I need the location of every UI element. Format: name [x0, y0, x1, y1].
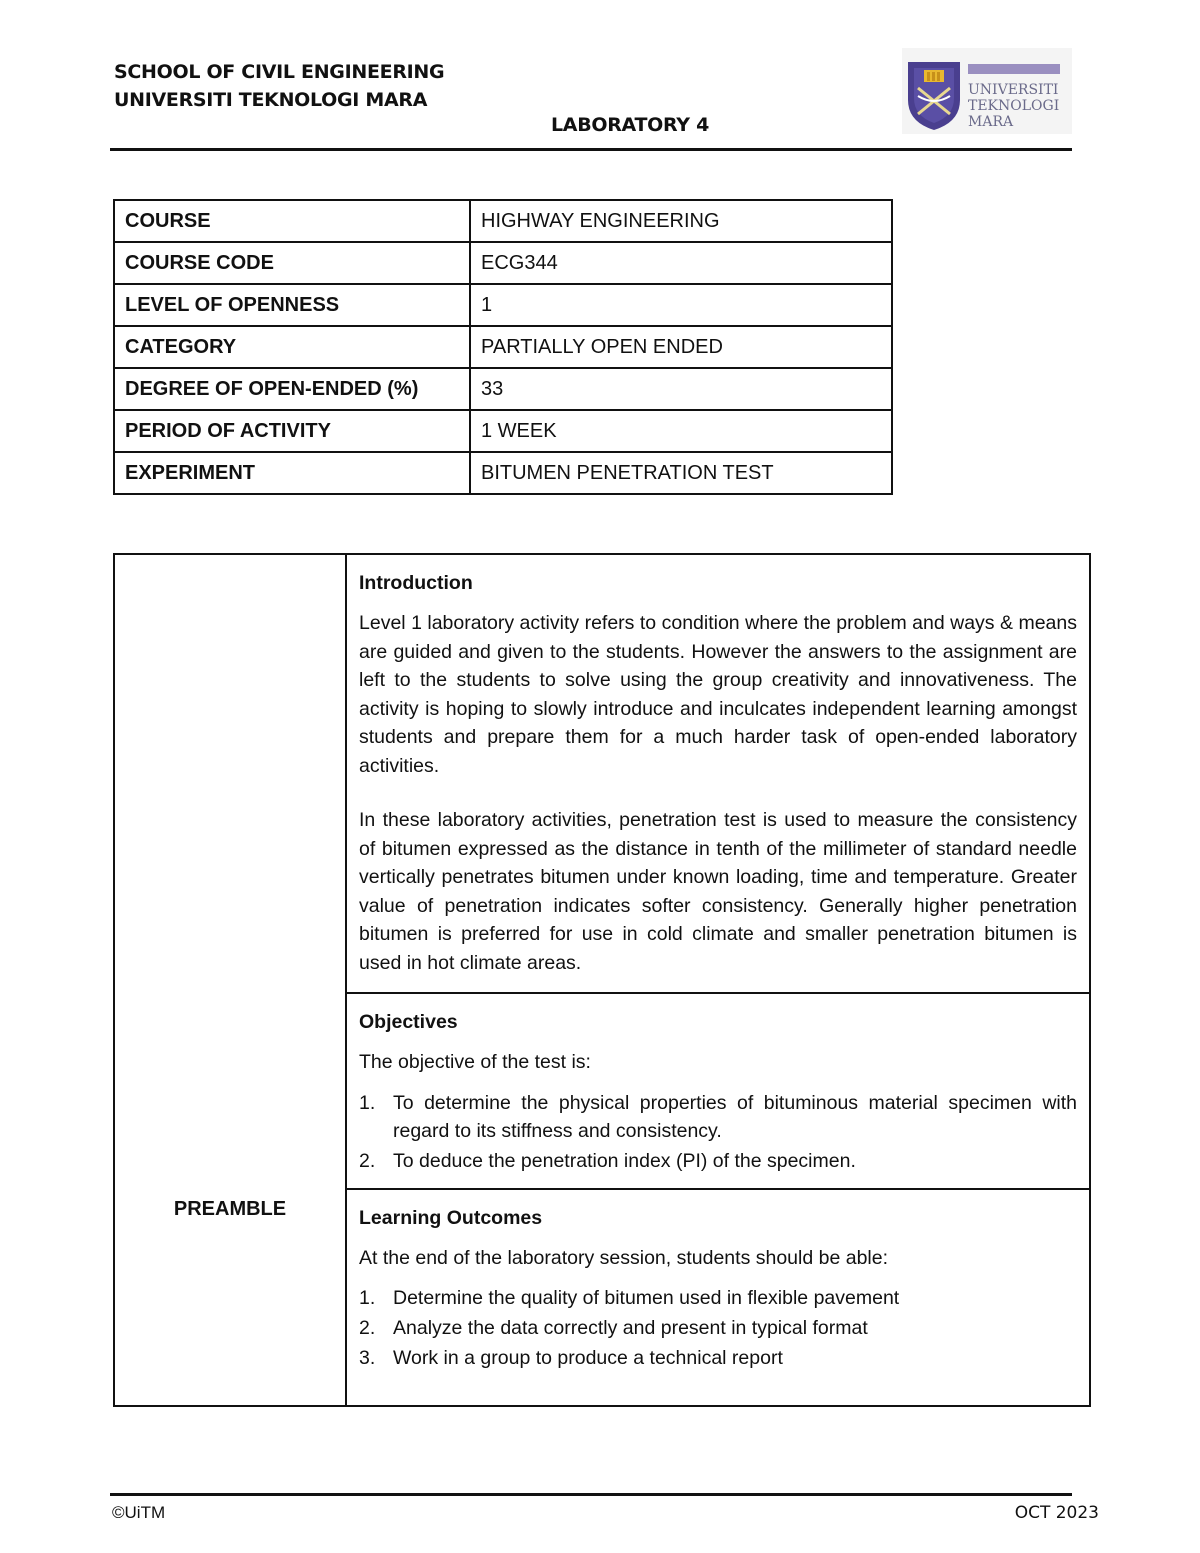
- list-item: 1. To determine the physical properties of bituminous material specimen with regard to its stiffness and consistency.: [359, 1091, 1077, 1142]
- table-row: [114, 410, 892, 452]
- table-row: [114, 200, 892, 242]
- info-key-category: CATEGORY: [114, 326, 470, 368]
- logo-line-2: TEKNOLOGI: [968, 98, 1060, 114]
- preamble-label: PREAMBLE: [114, 554, 346, 1406]
- learning-outcomes-section: [346, 1189, 1090, 1407]
- header-institution: [114, 58, 444, 114]
- learning-outcomes-heading: Learning Outcomes: [359, 1206, 543, 1229]
- info-value-course: HIGHWAY ENGINEERING: [470, 200, 892, 242]
- introduction-paragraph-2: In these laboratory activities, penetration test is used to measure the consistency of bitumen expressed as the distance in tenth of the millimeter of standard needle vertically penetrates bitumen under known loading, time and temperature. Greater value of penetration indicates softer consistency. Generally higher penetration bitumen is preferred for use in cold climate and smaller penetration bitumen is used in hot climate areas.: [359, 809, 1077, 974]
- table-row: [114, 284, 892, 326]
- course-info-table: [113, 199, 893, 495]
- learning-outcomes-list: [359, 1284, 1077, 1372]
- info-key-level: LEVEL OF OPENNESS: [114, 284, 470, 326]
- footer-copyright: ©UiTM: [112, 1503, 166, 1522]
- info-value-course-code: ECG344: [470, 242, 892, 284]
- info-key-course-code: COURSE CODE: [114, 242, 470, 284]
- logo-line-1: UNIVERSITI: [968, 82, 1059, 98]
- introduction-heading: Introduction: [359, 572, 473, 594]
- info-value-experiment: BITUMEN PENETRATION TEST: [470, 452, 892, 494]
- info-key-degree: DEGREE OF OPEN-ENDED (%): [114, 368, 470, 410]
- introduction-paragraph-1: Level 1 laboratory activity refers to condition where the problem and ways & means are guided and given to the students. However the answers to the assignment are left to the students to solve using the group creativity and innovativeness. The activity is hoping to slowly introduce and inculcates independent learning amongst students and prepare them for a much harder task of open-ended laboratory activities.: [359, 612, 1077, 777]
- table-row: [114, 242, 892, 284]
- list-item: 1. Determine the quality of bitumen used in flexible pavement: [359, 1287, 900, 1309]
- footer-date: OCT 2023: [1014, 1503, 1099, 1523]
- list-item: 3. Work in a group to produce a technical report: [359, 1347, 783, 1369]
- learning-outcomes-lead: At the end of the laboratory session, students should be able:: [359, 1246, 889, 1269]
- footer-rule: [110, 1493, 1072, 1496]
- objectives-lead: The objective of the test is:: [359, 1051, 591, 1073]
- uitm-logo: [902, 48, 1072, 134]
- info-key-period: PERIOD OF ACTIVITY: [114, 410, 470, 452]
- introduction-section: [346, 554, 1090, 993]
- school-name: SCHOOL OF CIVIL ENGINEERING: [114, 61, 445, 83]
- info-key-experiment: EXPERIMENT: [114, 452, 470, 494]
- info-value-degree: 33: [470, 368, 892, 410]
- list-item: 2. To deduce the penetration index (PI) of the specimen.: [359, 1149, 856, 1172]
- objectives-section: [346, 993, 1090, 1189]
- preamble-table: [113, 553, 1091, 1407]
- objectives-heading: Objectives: [359, 1011, 458, 1033]
- university-name: UNIVERSITI TEKNOLOGI MARA: [114, 89, 428, 111]
- list-item: 2. Analyze the data correctly and present in typical format: [359, 1317, 868, 1339]
- info-value-category: PARTIALLY OPEN ENDED: [470, 326, 892, 368]
- logo-line-3: MARA: [968, 114, 1014, 130]
- table-row: [114, 368, 892, 410]
- objectives-list: [359, 1089, 1077, 1175]
- info-key-course: COURSE: [114, 200, 470, 242]
- info-value-period: 1 WEEK: [470, 410, 892, 452]
- header-rule: [110, 148, 1072, 151]
- table-row: [114, 452, 892, 494]
- table-row: [114, 326, 892, 368]
- lab-title: LABORATORY 4: [550, 114, 709, 136]
- info-value-level: 1: [470, 284, 892, 326]
